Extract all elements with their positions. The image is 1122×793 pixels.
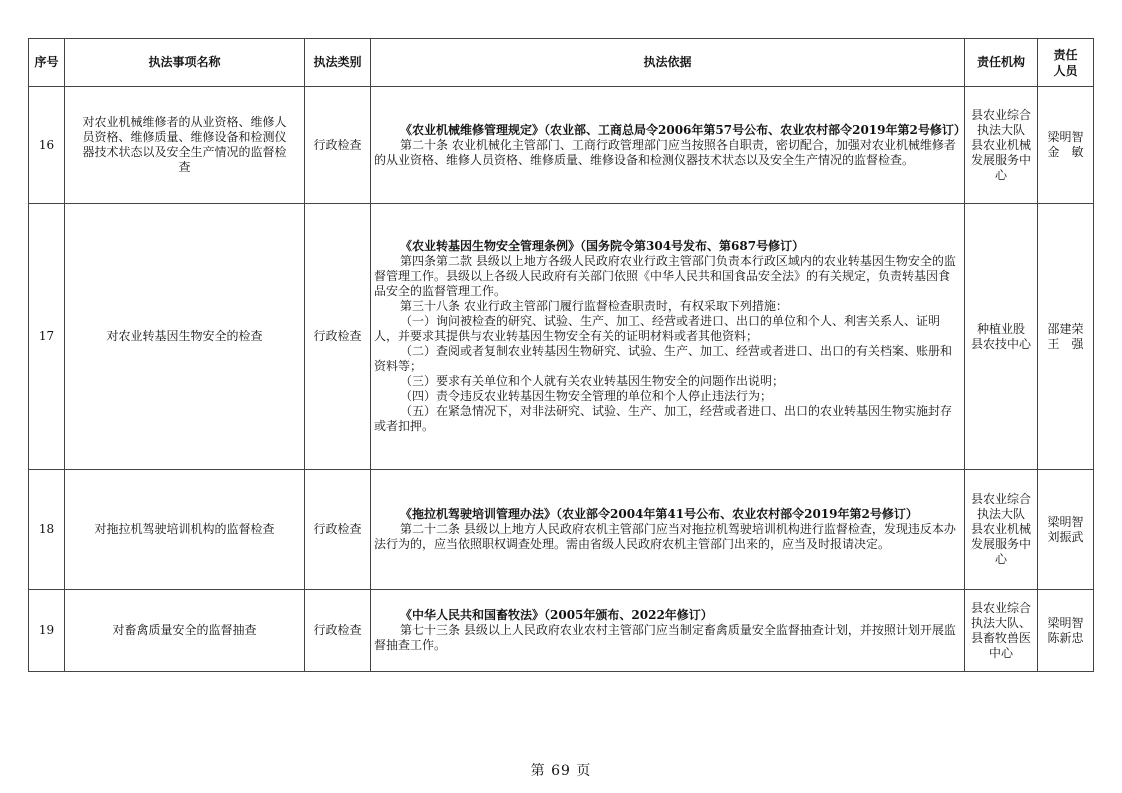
- law-title: 《农业转基因生物安全管理条例》（国务院令第304号发布、第687号修订）: [400, 239, 805, 253]
- item-category: 行政检查: [305, 470, 371, 590]
- responsible-person: [1038, 590, 1094, 672]
- responsible-org: [965, 204, 1038, 470]
- org-line: 心: [994, 552, 1007, 566]
- responsible-org: [965, 87, 1038, 204]
- responsible-org: [965, 590, 1038, 672]
- header-org: 责任机构: [965, 39, 1038, 87]
- law-title: 《拖拉机驾驶培训管理办法》（农业部令2004年第41号公布、农业农村部令2019年第2号修订）: [400, 507, 918, 521]
- org-line: 县农业综合: [970, 492, 1031, 506]
- person-name: 王 强: [1047, 336, 1084, 351]
- header-name: 执法事项名称: [65, 39, 305, 87]
- person-name: 金 敏: [1047, 145, 1084, 159]
- law-title: 《农业机械维修管理规定》（农业部、工商总局令2006年第57号公布、农业农村部令2019年第2号修订）: [400, 122, 966, 137]
- law-article: （三）要求有关单位和个人就有关农业转基因生物安全的问题作出说明；: [400, 374, 785, 388]
- item-name: 对畜禽质量安全的监督抽查: [65, 590, 305, 672]
- law-article: 第七十三条 县级以上人民政府农业农村主管部门应当制定畜禽质量安全监督抽查计划，并按照计划开展监督抽查工作。: [374, 623, 956, 652]
- person-name: 邵建荣: [1047, 321, 1084, 336]
- header-person: 责任人员: [1038, 39, 1094, 87]
- law-article: （一）询问被检查的研究、试验、生产、加工、经营或者进口、出口的单位和个人、利害关系人、证明人，并要求其提供与农业转基因生物安全有关的证明材料或者其他资料；: [374, 314, 941, 343]
- responsible-org: [965, 470, 1038, 590]
- org-line: 县农业综合: [970, 600, 1031, 615]
- row-number: 17: [29, 204, 65, 470]
- law-article: 第三十八条 农业行政主管部门履行监督检查职责时，有权采取下列措施：: [400, 299, 788, 313]
- page-number: 第 69 页: [530, 763, 592, 779]
- org-line: 县农技中心: [970, 336, 1031, 351]
- responsible-person: [1038, 87, 1094, 204]
- org-line: 执法大队: [976, 122, 1025, 137]
- row-number: 19: [29, 590, 65, 672]
- law-article: （二）查阅或者复制农业转基因生物研究、试验、生产、加工、经营或者进口、出口的有关档案、账册和资料等；: [374, 344, 953, 373]
- org-line: 心: [994, 167, 1007, 182]
- org-line: 执法大队、: [970, 615, 1031, 630]
- person-name: 梁明智: [1047, 615, 1084, 630]
- person-name: 梁明智: [1047, 130, 1084, 144]
- legal-basis: [371, 590, 965, 672]
- org-line: 种植业股: [976, 321, 1025, 336]
- item-name: 对农业转基因生物安全的检查: [65, 204, 305, 470]
- law-article: 第二十条 农业机械化主管部门、工商行政管理部门应当按照各自职责，密切配合，加强对农业机械维修者的从业资格、维修人员资格、维修质量、维修设备和检测仪器技术状态以及安全生产情况的监督检查。: [374, 137, 956, 167]
- org-line: 县农业机械: [970, 137, 1031, 152]
- responsible-person: [1038, 204, 1094, 470]
- legal-basis: [371, 470, 965, 590]
- header-category: 执法类别: [305, 39, 371, 87]
- person-name: 梁明智: [1047, 514, 1084, 529]
- item-category: 行政检查: [305, 590, 371, 672]
- law-article: 第四条第二款 县级以上地方各级人民政府农业行政主管部门负责本行政区域内的农业转基因生物安全的监督管理工作。县级以上各级人民政府有关部门依照《中华人民共和国食品安全法》的有关规定，负责转基因食品安全的监督管理工作。: [374, 254, 956, 298]
- org-line: 县农业综合: [970, 107, 1031, 122]
- row-number: 16: [29, 87, 65, 204]
- enforcement-table: [28, 38, 1094, 672]
- person-name: 刘振武: [1047, 529, 1084, 544]
- table-row: [29, 590, 1094, 672]
- responsible-person: [1038, 470, 1094, 590]
- header-row: [29, 39, 1094, 87]
- org-line: 县畜牧兽医: [970, 630, 1031, 645]
- law-article: （四）责令违反农业转基因生物安全管理的单位和个人停止违法行为；: [400, 389, 773, 403]
- law-article: 第二十二条 县级以上地方人民政府农机主管部门应当对拖拉机驾驶培训机构进行监督检查，发现违反本办法行为的，应当依照职权调查处理。需由省级人民政府农机主管部门出来的，应当及时报请决定。: [374, 522, 956, 551]
- org-line: 发展服务中: [970, 152, 1031, 167]
- table-row: [29, 87, 1094, 204]
- item-category: 行政检查: [305, 87, 371, 204]
- row-number: 18: [29, 470, 65, 590]
- header-no: 序号: [29, 39, 65, 87]
- org-line: 中心: [988, 645, 1013, 660]
- item-name: 对农业机械维修者的从业资格、维修人员资格、维修质量、维修设备和检测仪器技术状态以及安全生产情况的监督检查: [65, 87, 305, 204]
- person-name: 陈新忠: [1047, 630, 1084, 645]
- legal-basis: [371, 204, 965, 470]
- table-row: [29, 470, 1094, 590]
- law-article: （五）在紧急情况下，对非法研究、试验、生产、加工，经营或者进口、出口的农业转基因生物实施封存或者扣押。: [374, 404, 953, 433]
- table-row: [29, 204, 1094, 470]
- item-name: 对拖拉机驾驶培训机构的监督检查: [65, 470, 305, 590]
- org-line: 县农业机械: [970, 522, 1031, 536]
- org-line: 执法大队: [976, 507, 1025, 521]
- org-line: 发展服务中: [970, 537, 1031, 551]
- legal-basis: [371, 87, 965, 204]
- header-basis: 执法依据: [371, 39, 965, 87]
- law-title: 《中华人民共和国畜牧法》（2005年颁布、2022年修订）: [400, 608, 713, 622]
- item-category: 行政检查: [305, 204, 371, 470]
